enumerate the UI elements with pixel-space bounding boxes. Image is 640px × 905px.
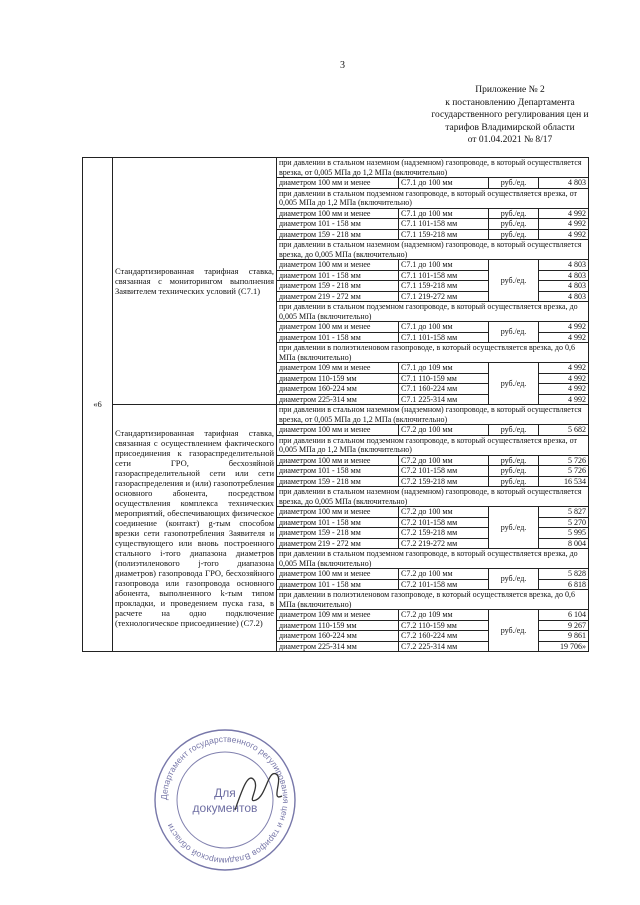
pressure-condition: при давлении в стальном подземном газопроводе, в который осуществляется врезка, от 0,005 МПа до 1,2 МПа (включительно) [277, 188, 589, 208]
diameter-cell: диаметром 225-314 мм [277, 641, 399, 652]
unit-cell: руб./ед. [489, 208, 539, 219]
diameter-cell: диаметром 101 - 158 мм [277, 517, 399, 528]
rate-code-cell: С7.1 159-218 мм [399, 229, 489, 240]
rate-code-cell: С7.2 101-158 мм [399, 466, 489, 477]
diameter-cell: диаметром 101 - 158 мм [277, 579, 399, 590]
diameter-cell: диаметром 109 мм и менее [277, 363, 399, 374]
pressure-condition: при давлении в стальном подземном газопроводе, в который осуществляется врезка, до 0,005 МПа (включительно) [277, 302, 589, 322]
rate-code-cell: С7.2 225-314 мм [399, 641, 489, 652]
diameter-cell: диаметром 100 мм и менее [277, 569, 399, 580]
diameter-cell: диаметром 100 мм и менее [277, 178, 399, 189]
header-line-4: тарифов Владимирской области [445, 122, 575, 133]
price-cell: 4 803 [539, 178, 589, 189]
price-cell: 8 004 [539, 538, 589, 549]
price-cell: 4 992 [539, 332, 589, 343]
pressure-condition: при давлении в стальном наземном (надземном) газопроводе, в который осуществляется врезка, до 0,005 МПа (включительно) [277, 240, 589, 260]
condition-row [83, 405, 589, 425]
unit-cell: руб./ед. [489, 569, 539, 590]
rate-code-cell: С7.1 160-224 мм [399, 384, 489, 395]
price-cell: 6 818 [539, 579, 589, 590]
rate-code-cell: С7.2 101-158 мм [399, 517, 489, 528]
rate-code-cell: С7.2 159-218 мм [399, 476, 489, 487]
unit-cell: руб./ед. [489, 507, 539, 549]
diameter-cell: диаметром 109 мм и менее [277, 610, 399, 621]
diameter-cell: диаметром 159 - 218 мм [277, 528, 399, 539]
rate-code-cell: С7.2 110-159 мм [399, 620, 489, 631]
price-cell: 4 992 [539, 394, 589, 405]
price-cell: 5 828 [539, 569, 589, 580]
pressure-condition: при давлении в стальном подземном газопроводе, в который осуществляется врезка, от 0,005 МПа до 1,2 МПа (включительно) [277, 435, 589, 455]
rate-description: Стандартизированная тарифная ставка, связанная с мониторингом выполнения Заявителем технических условий (С7.1) [113, 158, 277, 405]
diameter-cell: диаметром 101 - 158 мм [277, 270, 399, 281]
price-cell: 4 803 [539, 270, 589, 281]
price-cell: 19 706» [539, 641, 589, 652]
rate-code-cell: С7.1 101-158 мм [399, 219, 489, 230]
signature-mark [230, 760, 290, 820]
diameter-cell: диаметром 110-159 мм [277, 620, 399, 631]
rate-code-cell: С7.2 до 100 мм [399, 425, 489, 436]
price-cell: 5 726 [539, 466, 589, 477]
price-cell: 16 534 [539, 476, 589, 487]
rate-code-cell: С7.1 101-158 мм [399, 332, 489, 343]
price-cell: 6 104 [539, 610, 589, 621]
price-cell: 4 992 [539, 219, 589, 230]
unit-cell: руб./ед. [489, 425, 539, 436]
price-cell: 4 992 [539, 229, 589, 240]
diameter-cell: диаметром 100 мм и менее [277, 455, 399, 466]
rate-code-cell: С7.2 до 100 мм [399, 455, 489, 466]
price-cell: 5 995 [539, 528, 589, 539]
rate-code-cell: С7.2 до 109 мм [399, 610, 489, 621]
rate-code-cell: С7.2 219-272 мм [399, 538, 489, 549]
tariff-table [82, 157, 589, 652]
unit-cell: руб./ед. [489, 322, 539, 343]
unit-cell: руб./ед. [489, 178, 539, 189]
rate-code-cell: С7.1 225-314 мм [399, 394, 489, 405]
section-number: «6 [83, 158, 113, 652]
stamp-ring-text: Департамент государственного регулирования цен и тарифов Владимирской области [158, 733, 292, 867]
price-cell: 5 827 [539, 507, 589, 518]
price-cell: 4 803 [539, 281, 589, 292]
unit-cell: руб./ед. [489, 219, 539, 230]
header-line-1: Приложение № 2 [475, 85, 545, 95]
price-cell: 4 992 [539, 322, 589, 333]
price-cell: 4 803 [539, 291, 589, 302]
diameter-cell: диаметром 219 - 272 мм [277, 291, 399, 302]
price-cell: 4 992 [539, 384, 589, 395]
diameter-cell: диаметром 159 - 218 мм [277, 281, 399, 292]
diameter-cell: диаметром 100 мм и менее [277, 322, 399, 333]
diameter-cell: диаметром 100 мм и менее [277, 507, 399, 518]
rate-code-cell: С7.1 до 100 мм [399, 208, 489, 219]
diameter-cell: диаметром 159 - 218 мм [277, 476, 399, 487]
diameter-cell: диаметром 100 мм и менее [277, 260, 399, 271]
price-cell: 9 861 [539, 631, 589, 642]
diameter-cell: диаметром 100 мм и менее [277, 425, 399, 436]
pressure-condition: при давлении в стальном наземном (надземном) газопроводе, в который осуществляется врезка, от 0,005 МПа до 1,2 МПа (включительно) [277, 158, 589, 178]
diameter-cell: диаметром 160-224 мм [277, 384, 399, 395]
unit-cell: руб./ед. [489, 229, 539, 240]
rate-code-cell: С7.2 до 100 мм [399, 507, 489, 518]
rate-code-cell: С7.2 101-158 мм [399, 579, 489, 590]
rate-code-cell: С7.1 101-158 мм [399, 270, 489, 281]
header-line-3: государственного регулирования цен и [431, 110, 589, 120]
rate-code-cell: С7.2 159-218 мм [399, 528, 489, 539]
rate-code-cell: С7.1 до 100 мм [399, 322, 489, 333]
pressure-condition: при давлении в стальном подземном газопроводе, в который осуществляется врезка, до 0,005 МПа (включительно) [277, 549, 589, 569]
header-line-2: к постановлению Департамента [445, 97, 575, 108]
price-cell: 5 726 [539, 455, 589, 466]
price-cell: 5 270 [539, 517, 589, 528]
rate-code-cell: С7.1 159-218 мм [399, 281, 489, 292]
unit-cell: руб./ед. [489, 476, 539, 487]
unit-cell: руб./ед. [489, 610, 539, 652]
rate-code-cell: С7.1 110-159 мм [399, 373, 489, 384]
pressure-condition: при давлении в полиэтиленовом газопроводе, в который осуществляется врезка, до 0,6 МПа (включительно) [277, 590, 589, 610]
appendix-header [395, 84, 625, 147]
price-cell: 5 682 [539, 425, 589, 436]
diameter-cell: диаметром 219 - 272 мм [277, 538, 399, 549]
diameter-cell: диаметром 159 - 218 мм [277, 229, 399, 240]
unit-cell: руб./ед. [489, 363, 539, 405]
diameter-cell: диаметром 101 - 158 мм [277, 219, 399, 230]
diameter-cell: диаметром 101 - 158 мм [277, 332, 399, 343]
stamp-center-line-1: Для [214, 786, 236, 800]
unit-cell: руб./ед. [489, 260, 539, 302]
diameter-cell: диаметром 101 - 158 мм [277, 466, 399, 477]
condition-row [83, 158, 589, 178]
rate-description: Стандартизированная тарифная ставка, связанная с осуществлением фактического присоединения к газораспределительной сети ГРО, бесхозяйной газораспределительной сети или сети газораспределения и (или) газопотребления основного абонента, посредством осуществления комплекса технических мероприятий, обеспечивающих физическое соединение (контакт) g-тым способом врезки сети газопотребления Заявителя и существующего или вновь построенного стального i-того диапазона диаметров (полиэтиленового j-того диапазона диаметров) газопровода ГРО, бесхозяйного газопровода или газопровода основного абонента, выполненного k-тым типом прокладки, и проведением пуска газа, в расчете на одно подключение (технологическое присоединение) (С7.2) [113, 405, 277, 652]
page-number: 3 [340, 60, 345, 71]
rate-code-cell: С7.1 до 100 мм [399, 178, 489, 189]
price-cell: 4 992 [539, 208, 589, 219]
diameter-cell: диаметром 110-159 мм [277, 373, 399, 384]
pressure-condition: при давлении в полиэтиленовом газопроводе, в который осуществляется врезка, до 0,6 МПа (включительно) [277, 343, 589, 363]
rate-code-cell: С7.1 до 100 мм [399, 260, 489, 271]
pressure-condition: при давлении в стальном наземном (надземном) газопроводе, в который осуществляется врезка, до 0,005 МПа (включительно) [277, 487, 589, 507]
price-cell: 4 992 [539, 373, 589, 384]
pressure-condition: при давлении в стальном наземном (надземном) газопроводе, в который осуществляется врезка, от 0,005 МПа до 1,2 МПа (включительно) [277, 405, 589, 425]
unit-cell: руб./ед. [489, 455, 539, 466]
price-cell: 4 803 [539, 260, 589, 271]
header-line-5: от 01.04.2021 № 8/17 [467, 135, 553, 145]
price-cell: 9 267 [539, 620, 589, 631]
diameter-cell: диаметром 100 мм и менее [277, 208, 399, 219]
rate-code-cell: С7.2 до 100 мм [399, 569, 489, 580]
diameter-cell: диаметром 225-314 мм [277, 394, 399, 405]
tariff-table-body [83, 158, 589, 652]
stamp-center-line-2: документов [192, 801, 258, 815]
rate-code-cell: С7.1 219-272 мм [399, 291, 489, 302]
rate-code-cell: С7.1 до 109 мм [399, 363, 489, 374]
diameter-cell: диаметром 160-224 мм [277, 631, 399, 642]
unit-cell: руб./ед. [489, 466, 539, 477]
price-cell: 4 992 [539, 363, 589, 374]
rate-code-cell: С7.2 160-224 мм [399, 631, 489, 642]
